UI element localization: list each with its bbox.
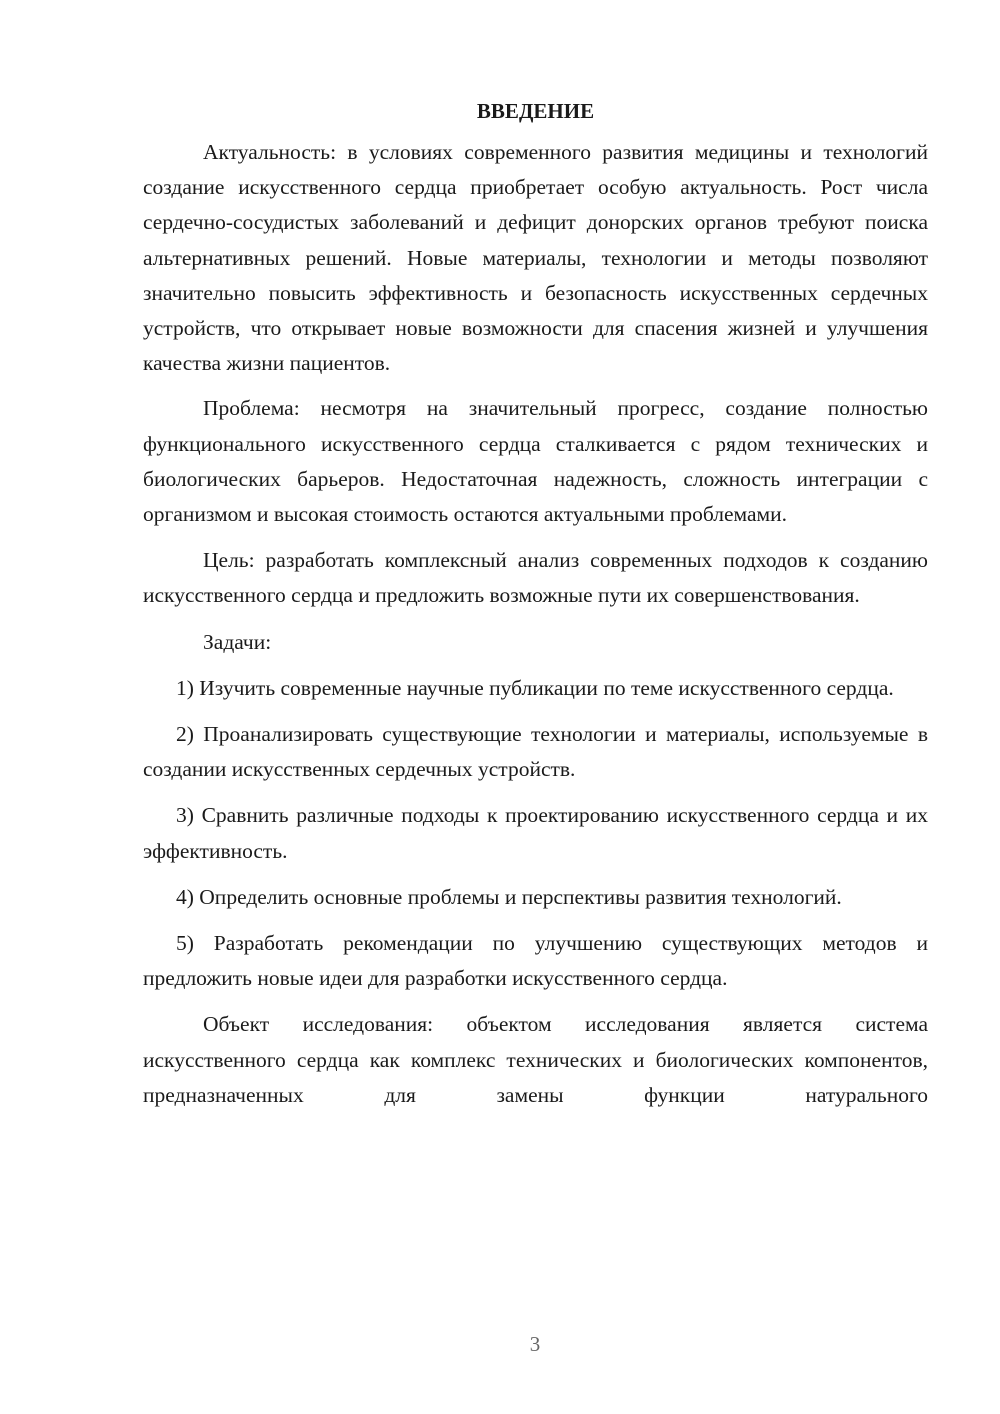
paragraph-relevance: Актуальность: в условиях современного развития медицины и технологий создание искусственного сердца приобретает особую актуальность. Рост числа сердечно-сосудистых заболеваний и дефицит донорских органов требуют поиска альтернативных решений. Новые материалы, технологии и методы позволяют значительно повысить эффективность и безопасность искусственных сердечных устройств, что открывает новые возможности для спасения жизней и улучшения качества жизни пациентов.	[143, 140, 928, 376]
list-item: 4) Определить основные проблемы и перспективы развития технологий.	[176, 884, 842, 909]
page-content	[143, 94, 928, 1113]
list-item: 1) Изучить современные научные публикации по теме искусственного сердца.	[176, 675, 894, 700]
paragraph-object: Объект исследования: объектом исследования является система искусственного сердца как комплекс технических и биологических компонентов, предназначенных для замены функции натурального	[143, 1012, 928, 1107]
page-number: 3	[529, 1332, 541, 1356]
paragraph-problem: Проблема: несмотря на значительный прогресс, создание полностью функционального искусственного сердца сталкивается с рядом технических и биологических барьеров. Недостаточная надежность, сложность интеграции с организмом и высокая стоимость остаются актуальными проблемами.	[143, 396, 928, 527]
page-title: ВВЕДЕНИЕ	[476, 99, 595, 123]
paragraph-goal: Цель: разработать комплексный анализ современных подходов к созданию искусственного сердца и предложить возможные пути их совершенствования.	[143, 548, 928, 608]
list-item: 5) Разработать рекомендации по улучшению существующих методов и предложить новые идеи для разработки искусственного сердца.	[143, 931, 928, 991]
list-item: 3) Сравнить различные подходы к проектированию искусственного сердца и их эффективность.	[143, 803, 928, 863]
paragraph-tasks-heading: Задачи:	[203, 629, 272, 654]
list-item: 2) Проанализировать существующие технологии и материалы, используемые в создании искусственных сердечных устройств.	[143, 722, 928, 782]
